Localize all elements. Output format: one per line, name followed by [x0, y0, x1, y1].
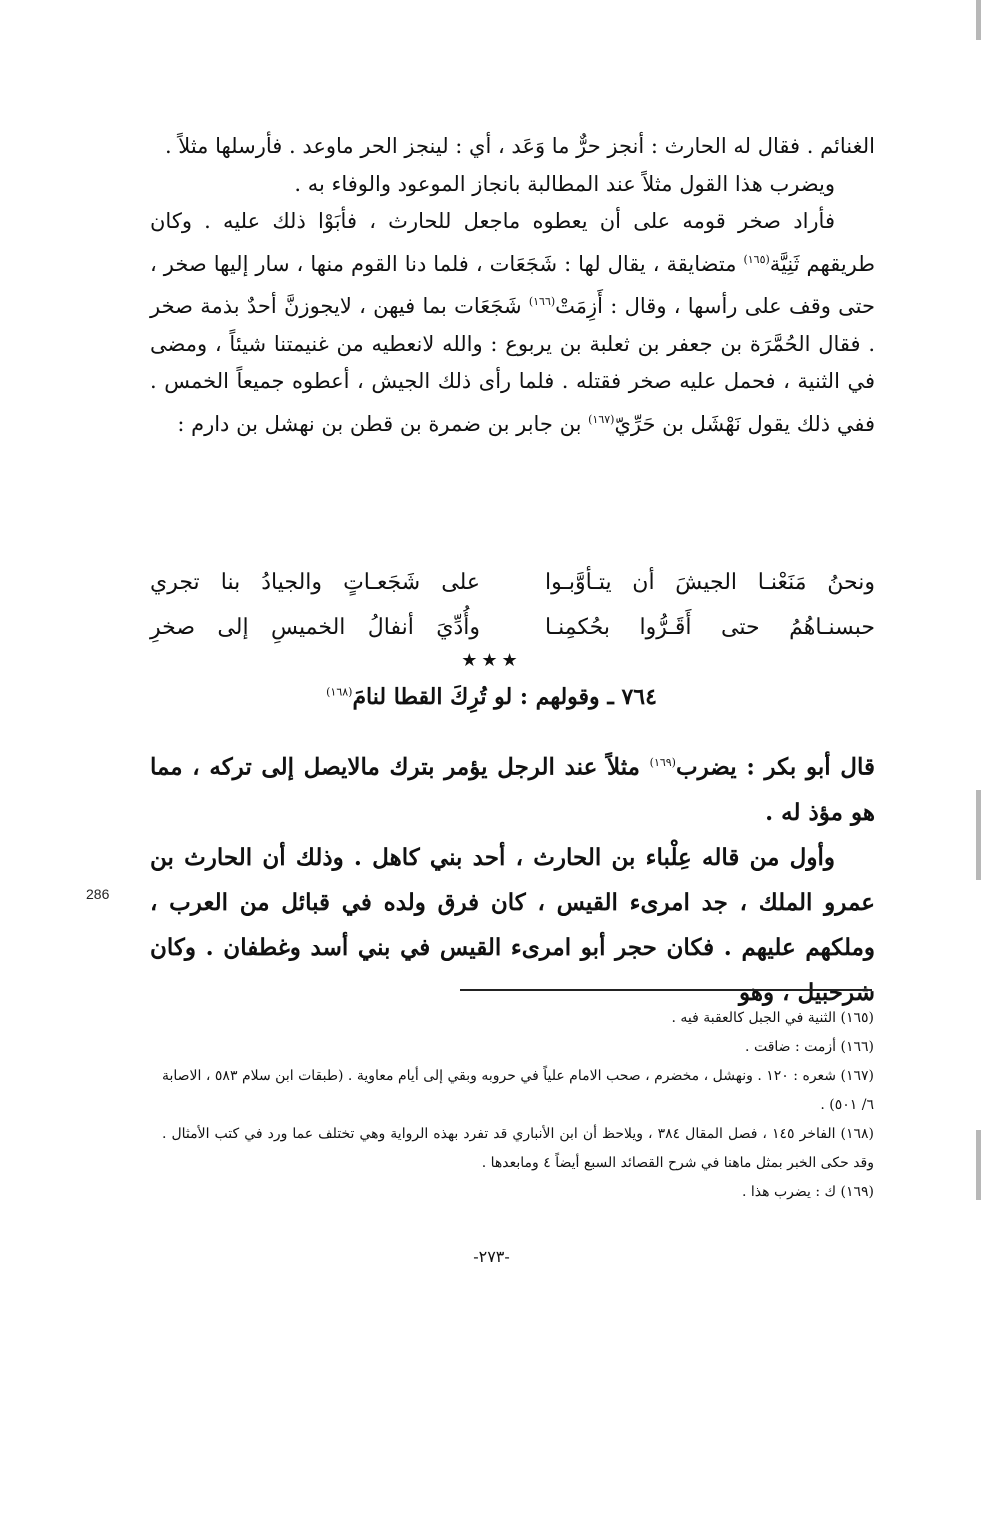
paragraph-3-text-d: بن جابر بن ضمرة بن قطن بن نهشل بن دارم :: [177, 411, 589, 436]
paragraph-4-text-b: مثلاً عند الرجل يؤمر بترك مالايصل إلى تركه ، مما هو مؤذ له .: [150, 753, 875, 826]
paragraph-3-text-a: فأراد صخر قومه على أن يعطوه ماجعل للحارث ، فأبَوْا ذلك عليه . وكان طريقهم ثَنِيَّة: [150, 209, 875, 276]
footnote-ref-166: (١٦٦): [528, 295, 556, 308]
page-number: -٢٧٣-: [473, 1247, 510, 1266]
paragraph-4-text-a: قال أبو بكر : يضرب: [675, 753, 876, 781]
scan-edge-mark: [976, 0, 981, 40]
paragraph-1: الغنائم . فقال له الحارث : أنجز حرٌّ ما وَعَد ، أي : لينجز الحر ماوعد . فأرسلها مثلاً .: [164, 134, 875, 158]
footnote-ref-165: (١٦٥): [743, 252, 770, 266]
poem-verse-2: [150, 605, 875, 650]
paragraph-3: [150, 203, 875, 443]
footnote-168: (١٦٨) الفاخر ١٤٥ ، فصل المقال ٣٨٤ ، ويلاحظ أن ابن الأنباري قد تفرد بهذه الرواية وهي تختلف عما ورد في كتب الأمثال . وقد حكى الخبر بمثل ماهنا في شرح القصائد السبع أيضاً ٤ ومابعدها .: [162, 1126, 874, 1171]
footnote-165: (١٦٥) الثنية في الجبل كالعقبة فيه .: [671, 1010, 874, 1026]
margin-page-number: 286: [86, 886, 110, 902]
paragraph-2: ويضرب هذا القول مثلاً عند المطالبة بانجاز الموعود والوفاء به .: [294, 171, 835, 196]
paragraph-5: وأول من قاله عِلْباء بن الحارث ، أحد بني كاهل . وذلك أن الحارث بن عمرو الملك ، جد امرىء القيس ، كان فرق ولده في قبائل من العرب ، وملكهم عليهم . فكان حجر أبو امرىء القيس في بني أسد وغطفان . وكان شرحبيل ، وهو: [150, 843, 875, 1006]
paragraph-3-text-c: شَجَعَات بما فيهن ، لايجوزنَّ أحدٌ بذمة صخر . فقال الحُمَّرَة بن جعفر بن ثعلبة بن يربوع : والله لانعطيه من غنيمتنا شيئاً ، ومضى في الثنية ، فحمل عليه صخر فقتله . فلما رأى ذلك الجيش ، أعطوه جميعاً الخمس . ففي ذلك يقول نَهْشَل بن حَرِّيّ: [150, 294, 875, 436]
paragraph-4: [150, 740, 875, 835]
scan-edge-mark: [976, 790, 981, 880]
poem-verse-1: [150, 560, 875, 605]
footnote-166: (١٦٦) أزمت : ضاقت .: [745, 1039, 874, 1055]
footnote-divider: [460, 989, 872, 991]
section-separator: ★★★: [461, 650, 522, 671]
paragraph-3-text-b: متضايقة ، يقال لها : شَجَعَات ، فلما دنا القوم منها ، سار إليها صخر ، حتى وقف على رأسها ، وقال : أَزِمَتْ: [150, 251, 875, 318]
footnote-167: (١٦٧) شعره : ١٢٠ . ونهشل ، مخضرم ، صحب الامام علياً في حروبه وبقي إلى أيام معاوية . (طبقات ابن سلام ٥٨٣ ، الاصابة ٦/ ٥٠١) .: [162, 1068, 874, 1113]
footnotes: [162, 1004, 874, 1207]
verse-1-second-hemistich: على شَجَعـاتٍ والجيادُ بنا تجري: [150, 570, 480, 595]
entry-heading-text: ٧٦٤ ـ وقولهم : لو تُرِكَ القطا لنامَ: [352, 684, 657, 710]
upper-text: [150, 128, 875, 443]
verse-2-second-hemistich: وأُدِّيَ أنفالُ الخميسِ إلى صخرِ: [150, 615, 480, 640]
entry-heading: [0, 684, 983, 710]
footnote-ref-167: (١٦٧): [588, 412, 615, 426]
footnote-169: (١٦٩) ك : يضرب هذا .: [741, 1184, 874, 1200]
poem: [150, 560, 875, 650]
lower-text: [150, 740, 875, 1015]
footnote-ref-168: (١٦٨): [326, 685, 353, 699]
verse-1-first-hemistich: ونحنُ مَنَعْنـا الجيشَ أن يتـأوَّبـوا: [545, 570, 875, 595]
footnote-ref-169: (١٦٩): [649, 756, 676, 769]
verse-2-first-hemistich: حبسنـاهُمُ حتى أَقَـرُّوا بحُكمِنـا: [545, 615, 875, 640]
scan-edge-mark: [976, 1130, 981, 1200]
